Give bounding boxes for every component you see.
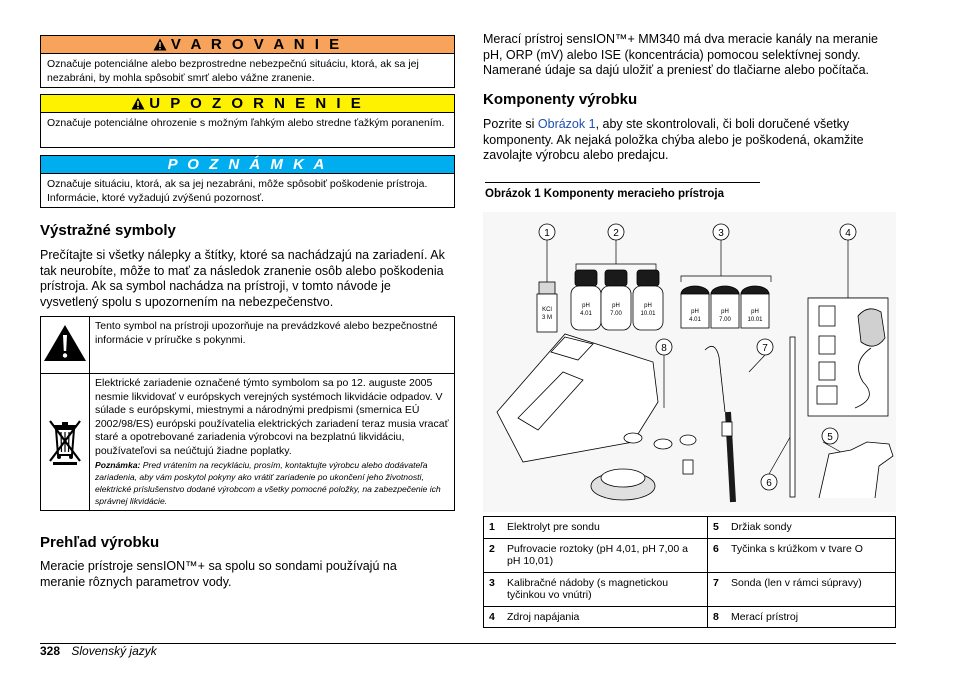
symbol-row [41,317,455,374]
stirring-rod [790,337,795,497]
table-cell: 7 [708,572,727,606]
safety-symbols-intro: Prečítajte si všetky nálepky a štítky, ktoré sa nachádzajú na zariadení. Ak tak neurobíte, môže to mať za následok zranenie osôb alebo poškodenia prístroja. Ak sa symbol nachádza na prístroji, v tomto návode je vysvetlený spolu s upozornením na nebezpečenstvo. [40,248,445,309]
notice-text: Označuje situáciu, ktorá, ak sa jej nezabráni, môže spôsobiť poškodenie prístroja. Informácie, ktoré vyžadujú zvýšenú pozornosť. [40,174,455,208]
svg-text:10.01: 10.01 [747,317,763,323]
table-cell: Elektrolyt pre sondu [502,517,708,539]
caution-text: Označuje potenciálne ohrozenie s možným ľahkým alebo stredne ťažkým poranením. [40,113,455,148]
overview-text-right: Merací prístroj sensION™+ MM340 má dva meracie kanály na meranie pH, ORP (mV) alebo ISE (koncentrácia) pomocou selektívnej sondy. Namerané údaje sa dajú uložiť a preniesť do tlačiarne alebo počítača. [483,32,878,77]
table-row [484,517,896,539]
svg-text:3 M: 3 M [541,315,553,321]
crossed-out-bin-icon [45,415,85,465]
weee-note [95,459,449,507]
svg-text:pH: pH [751,309,759,315]
safety-symbols-table [40,316,455,511]
caution-title: U P O Z O R N E N I E [149,95,364,112]
callout-label: 2 [613,228,619,239]
table-cell: Merací prístroj [726,606,896,628]
svg-text:pH: pH [691,309,699,315]
svg-text:7.00: 7.00 [719,317,731,323]
svg-text:pH: pH [582,303,590,309]
table-row [484,572,896,606]
table-cell: Kalibračné nádoby (s magnetickou tyčinkou vo vnútri) [502,572,708,606]
table-cell: Tyčinka s krúžkom v tvare O [726,538,896,572]
callout-label: 4 [845,228,851,239]
components-figure [483,212,896,512]
table-cell: 4 [484,606,503,628]
svg-text:4.01: 4.01 [580,311,592,317]
symbol-description [90,374,455,511]
table-cell: 1 [484,517,503,539]
table-cell: 5 [708,517,727,539]
warning-title: V A R O V A N I E [170,36,343,53]
footer-divider [40,643,896,644]
warning-text: Označuje potenciálne alebo bezprostredne nebezpečnú situáciu, ktorá, ak sa jej nezabráni, by mohla spôsobiť smrť alebo vážne zranenie. [40,54,455,88]
symbol-description: Tento symbol na prístroji upozorňuje na prevádzkové alebo bezpečnostné informácie v príručke s pokynmi. [90,317,455,374]
figure-caption: Obrázok 1 Komponenty meracieho prístroja [485,182,760,200]
symbol-icon-cell [41,317,90,374]
warning-header [40,35,455,54]
table-cell: 2 [484,538,503,572]
table-cell: Držiak sondy [726,517,896,539]
warning-triangle-icon [42,323,88,363]
caution-triangle-icon [131,97,145,110]
svg-text:4.01: 4.01 [689,317,701,323]
table-cell: 3 [484,572,503,606]
components-heading: Komponenty výrobku [483,91,638,108]
warning-triangle-icon [153,38,167,51]
callout-label: 7 [762,343,768,354]
weee-text: Elektrické zariadenie označené týmto symbolom sa po 12. auguste 2005 nesmie likvidovať v európskych verejných systémoch likvidácie odpadov. V súlade s európskymi, miestnymi a národnými predpismi (smernica EÚ 2002/98/ES) európski používatelia elektrických zariadení teraz musia vracať staré a opotrebované zariadenia výrobcovi na bezplatnú likvidáciu, používateľovi sa neúčtujú žiadne poplatky. [95,377,449,457]
electrolyte-bottle [537,282,557,332]
caution-header [40,94,455,113]
callout-label: 8 [661,343,667,354]
svg-text:pH: pH [612,303,620,309]
callout-label: 3 [718,228,724,239]
note-text: Pred vrátením na recykláciu, prosím, kontaktujte výrobcu alebo dodávateľa zariadenia, aby vám poskytol pokyny ako vrátiť zariadenie po ukončení jeho životnosti, elektrické príslušenstvo dodané výrobcom a všetky pomocné položky, na zabezpečenie ich správnej likvidácie. [95,460,441,506]
table-cell: Pufrovacie roztoky (pH 4,01, pH 7,00 a pH 10,01) [502,538,708,572]
components-intro [483,117,893,164]
table-cell: 8 [708,606,727,628]
svg-text:7.00: 7.00 [610,311,622,317]
callout-label: 6 [766,478,772,489]
symbol-icon-cell [41,374,90,511]
power-supply [808,298,888,416]
svg-text:pH: pH [721,309,729,315]
overview-heading: Prehľad výrobku [40,534,160,551]
table-cell: Zdroj napájania [502,606,708,628]
symbol-row [41,374,455,511]
table-row [484,606,896,628]
safety-symbols-heading: Výstražné symboly [40,222,176,239]
svg-text:10.01: 10.01 [640,311,656,317]
buffer-bottles [571,270,663,330]
components-intro-start: Pozrite si [483,117,538,131]
note-label: Poznámka: [95,460,141,470]
page-footer [40,644,157,658]
svg-text:pH: pH [644,303,652,309]
components-table [483,516,896,628]
page-number: 328 [40,644,61,658]
table-cell: Sonda (len v rámci súpravy) [726,572,896,606]
svg-text:KCl: KCl [542,307,552,313]
table-row [484,538,896,572]
callout-label: 1 [544,228,550,239]
footer-language: Slovenský jazyk [71,644,157,658]
components-intro-end: , aby ste skontrolovali, či boli doručené všetky komponenty. Ak nejaká položka chýba alebo je poškodená, okamžite zavolajte výrobcu alebo predajcu. [483,117,864,162]
figure-link[interactable]: Obrázok 1 [537,117,596,131]
callout-label: 5 [827,432,833,443]
notice-header [40,155,455,174]
notice-title: P O Z N Á M K A [167,156,328,173]
table-cell: 6 [708,538,727,572]
overview-text: Meracie prístroje sensION™+ sa spolu so sondami používajú na meranie rôznych parametrov vody. [40,559,397,589]
